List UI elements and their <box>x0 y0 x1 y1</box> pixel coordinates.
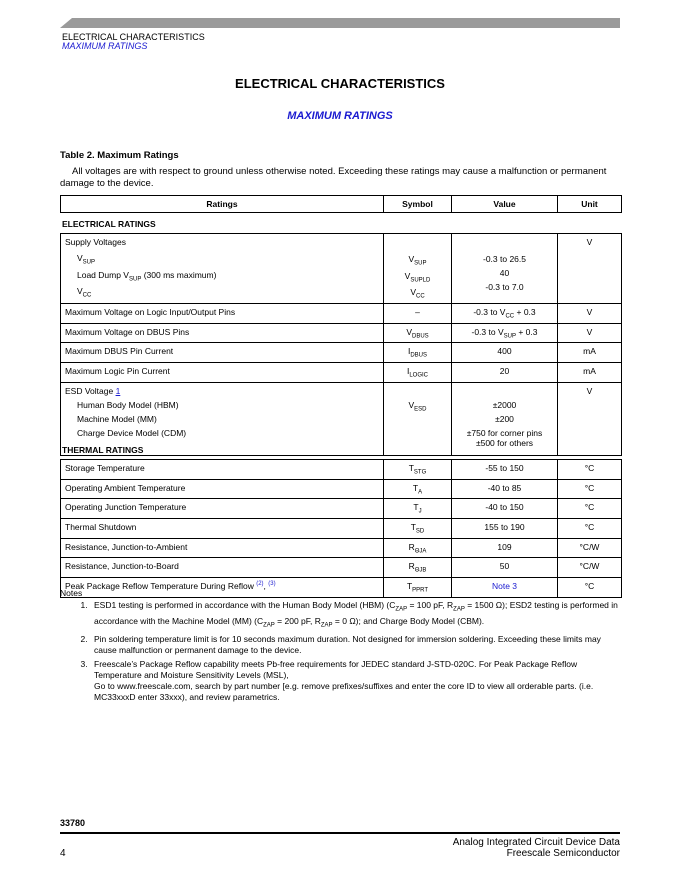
electrical-table <box>60 233 622 456</box>
page-subtitle: MAXIMUM RATINGS <box>287 110 393 122</box>
table-row: Storage Temperature $T_{STG}$ -55 to 150 °C <box>61 460 622 480</box>
section-thermal: THERMAL RATINGS <box>62 445 144 455</box>
table-row: Thermal Shutdown $T_{SD}$ 155 to 190 °C <box>61 519 622 539</box>
table-row: Maximum Voltage on DBUS Pins $V_{DBUS}$ -0.3 to $V_{SUP} + 0.3$ V <box>61 323 622 343</box>
table-row: Peak Package Reflow Temperature During Reflow $^{(2)}$, $^{(3)}$ $T_{PPRT}$ Note 3 °C <box>61 578 622 598</box>
notes <box>60 588 620 706</box>
note-2: 2. Pin soldering temperature limit is for 10 seconds maximum duration. Not designed for immersion soldering. Exceeding these limits may cause malfunction or permanent damage to the device. <box>90 634 620 656</box>
note-link-1[interactable]: 1 <box>115 385 121 396</box>
notes-heading: Notes <box>60 588 83 598</box>
note-link-2[interactable]: (2) <box>256 581 264 588</box>
table-row: Maximum Logic Pin Current $I_{LOGIC}$ 20 mA <box>61 363 622 383</box>
col-symbol: Symbol <box>384 196 452 213</box>
table-row: Resistance, Junction-to-Board $R_{\Theta JB}$ 50 °C/W <box>61 558 622 578</box>
note-3: 3. Freescale’s Package Reflow capability meets Pb-free requirements for JEDEC standard J-STD-020C. For Peak Package Reflow Temperature and Moisture Sensitivity Levels (MSL), Go to www.freescale.com, search by part number [e.g. remove prefixes/suffixes and enter the core ID to view all orderable parts. (i.e. MC33xxxD enter 33xxx), and review parametrics. <box>90 659 620 703</box>
running-header-subsection: MAXIMUM RATINGS <box>62 41 148 51</box>
table-row: Maximum DBUS Pin Current $I_{DBUS}$ 400 mA <box>61 343 622 363</box>
footer-company: Freescale Semiconductor <box>506 848 620 859</box>
document-number: 33780 <box>60 818 86 828</box>
page-title: ELECTRICAL CHARACTERISTICS <box>235 76 445 91</box>
note-link-3[interactable]: (3) <box>268 581 276 588</box>
section-electrical: ELECTRICAL RATINGS <box>62 219 156 229</box>
footer-title: Analog Integrated Circuit Device Data <box>452 837 620 848</box>
table-row: Supply Voltages $V_{SUP}$ Load Dump $V_{SUP}$ (300 ms maximum) $V_{CC}$ $V_{SUP}$ $V_{SUPLD}$ $V_{CC}$ -0.3 to 26.5 40 -0.3 to 7.0 V <box>61 234 622 304</box>
table-row: Maximum Voltage on Logic Input/Output Pins – -0.3 to $V_{CC} + 0.3$ V <box>61 304 622 324</box>
header-bar <box>60 18 620 28</box>
table-intro: All voltages are with respect to ground unless otherwise noted. Exceeding these ratings may cause a malfunction or permanent damage to the device. <box>60 166 607 189</box>
col-unit: Unit <box>558 196 622 213</box>
table-row: Operating Junction Temperature $T_J$ -40 to 150 °C <box>61 499 622 519</box>
col-ratings: Ratings <box>61 196 384 213</box>
running-header-section: ELECTRICAL CHARACTERISTICS <box>62 32 205 42</box>
table-header <box>60 195 622 213</box>
table-caption: Table 2. Maximum Ratings <box>60 150 179 161</box>
note-1: 1. ESD1 testing is performed in accordance with the Human Body Model (HBM) ($C_{ZAP} = 100$ pF, $R_{ZAP} = 1500$ Ω); ESD2 testing is performed in accordance with the Machine Model (MM) ($C_{ZAP} = 200$ pF, $R_{ZAP} = 0$ Ω); and Charge Body Model (CBM). <box>90 600 620 631</box>
supply-label: Supply Voltages <box>65 237 126 247</box>
table-row: Operating Ambient Temperature $T_A$ -40 to 85 °C <box>61 479 622 499</box>
thermal-table <box>60 459 622 598</box>
footer-rule <box>60 832 620 834</box>
page-number: 4 <box>60 848 66 859</box>
table-row: Resistance, Junction-to-Ambient $R_{\Theta JA}$ 109 °C/W <box>61 538 622 558</box>
note-3-link[interactable]: Note 3 <box>452 578 558 598</box>
table-row: ESD Voltage 1 Human Body Model (HBM) Machine Model (MM) Charge Device Model (CDM) $V_{ESD}$ ±2000 ±200 ±750 for corner pins ±500 for others V <box>61 382 622 455</box>
col-value: Value <box>452 196 558 213</box>
